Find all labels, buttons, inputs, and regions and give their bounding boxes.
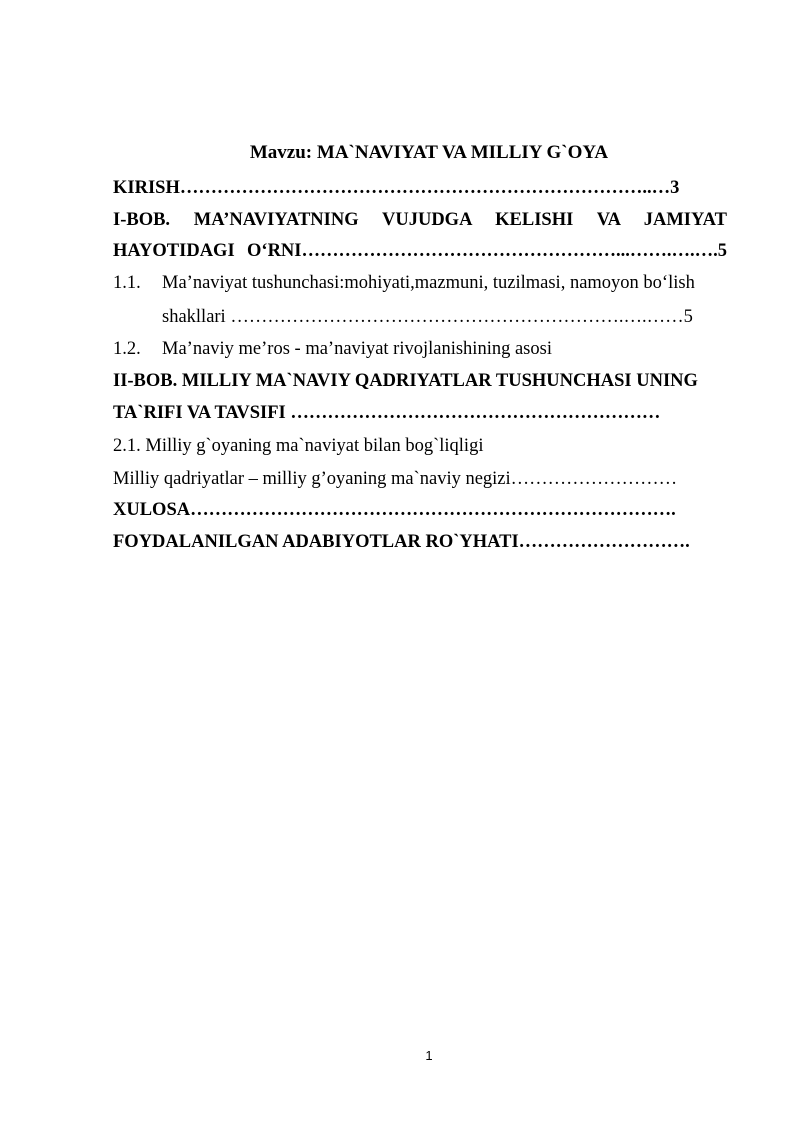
section-number: 1.1.	[113, 273, 141, 293]
toc-entry-chapter-1-line-2: HAYOTIDAGI O‘RNI……………………………………………...…….….….5	[113, 241, 727, 261]
page-title: Mavzu: MA`NAVIYAT VA MILLIY G`OYA	[249, 142, 609, 163]
section-title: Ma’naviyat tushunchasi:mohiyati,mazmuni, tuzilmasi, namoyon bo‘lish	[162, 273, 695, 293]
toc-entry-xulosa: XULOSA…………………………………………………………………….	[113, 500, 676, 520]
toc-entry-section-1-1-continued: shakllari ……………………………………………………….….……5	[162, 307, 693, 327]
toc-entry-kirish: KIRISH…………………………………………………………………..…3	[113, 178, 680, 198]
toc-entry-milliy-qadriyatlar: Milliy qadriyatlar – milliy g’oyaning ma`naviy negizi………………………	[113, 469, 678, 489]
toc-entry-section-1-1	[113, 270, 695, 296]
toc-entry-section-1-2	[113, 336, 552, 362]
toc-entry-chapter-1-line-1: I-BOB. MA’NAVIYATNING VUJUDGA KELISHI VA JAMIYAT	[113, 210, 727, 230]
section-number: 1.2.	[113, 339, 141, 359]
toc-entry-adabiyotlar: FOYDALANILGAN ADABIYOTLAR RO`YHATI……………………….	[113, 532, 690, 552]
toc-entry-chapter-2-line-2: TA`RIFI VA TAVSIFI ……………………………………………………	[113, 403, 661, 423]
toc-entry-chapter-2-line-1: II-BOB. MILLIY MA`NAVIY QADRIYATLAR TUSHUNCHASI UNING	[113, 371, 698, 391]
section-title: Ma’naviy me’ros - ma’naviyat rivojlanishining asosi	[162, 339, 552, 359]
page-number: 1	[425, 1048, 433, 1063]
toc-entry-section-2-1: 2.1. Milliy g`oyaning ma`naviyat bilan bog`liqligi	[113, 436, 484, 456]
